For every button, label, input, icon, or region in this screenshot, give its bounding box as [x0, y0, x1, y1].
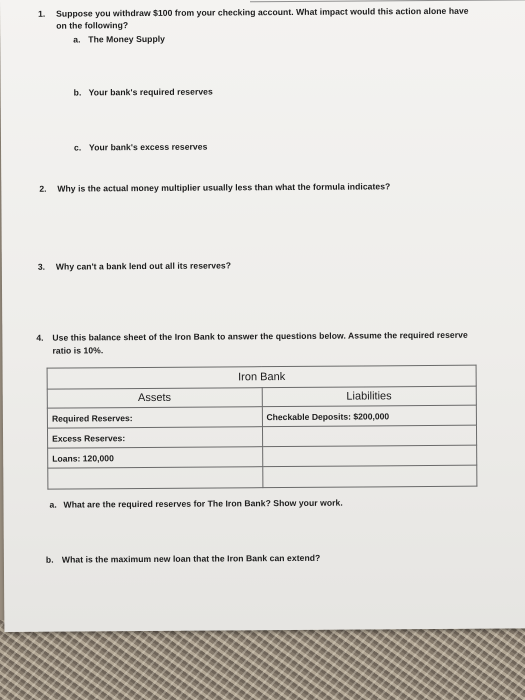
asset-cell: Loans: 120,000: [48, 447, 263, 468]
q4b-letter: b.: [45, 554, 54, 565]
header-rule: [250, 0, 525, 2]
liabilities-header: Liabilities: [262, 386, 477, 406]
liability-cell: Checkable Deposits: $200,000: [262, 405, 477, 426]
q2-number: 2.: [39, 183, 47, 194]
table-row: [48, 465, 477, 489]
asset-cell: Excess Reserves:: [47, 427, 262, 448]
q4-text-line2: ratio is 10%.: [52, 345, 104, 356]
q4a-text: What are the required reserves for The Iron Bank? Show your work.: [63, 497, 343, 510]
liability-cell: [262, 445, 477, 466]
q1-number: 1.: [38, 8, 46, 19]
q1c-text: Your bank's excess reserves: [88, 141, 208, 153]
balance-sheet-title: Iron Bank: [47, 365, 476, 389]
asset-cell: [48, 467, 263, 489]
iron-bank-balance-sheet: [47, 365, 478, 490]
q4b-text: What is the maximum new loan that the Iron Bank can extend?: [61, 552, 321, 565]
q1c-letter: c.: [73, 142, 82, 153]
q1a-text: The Money Supply: [88, 33, 166, 45]
q1-text-line1: Suppose you withdraw $100 from your checking account. What impact would this action alone have: [56, 5, 469, 19]
q1b-text: Your bank's required reserves: [88, 86, 213, 98]
q3-number: 3.: [37, 261, 46, 272]
liability-cell: [262, 465, 477, 487]
asset-cell: Required Reserves:: [47, 407, 262, 428]
q4-number: 4.: [36, 332, 44, 343]
q3-text: Why can't a bank lend out all its reserves?: [55, 260, 232, 272]
assets-header: Assets: [47, 388, 262, 408]
q4a-letter: a.: [49, 499, 57, 510]
liability-cell: [262, 425, 477, 446]
q2-text: Why is the actual money multiplier usually less than what the formula indicates?: [57, 181, 391, 194]
q1b-letter: b.: [73, 87, 82, 98]
q4-text-line1: Use this balance sheet of the Iron Bank to answer the questions below. Assume the required reserve: [52, 329, 468, 343]
q1-text-line2: on the following?: [56, 20, 129, 31]
carpet-background: [0, 620, 525, 700]
q1a-letter: a.: [73, 34, 81, 45]
